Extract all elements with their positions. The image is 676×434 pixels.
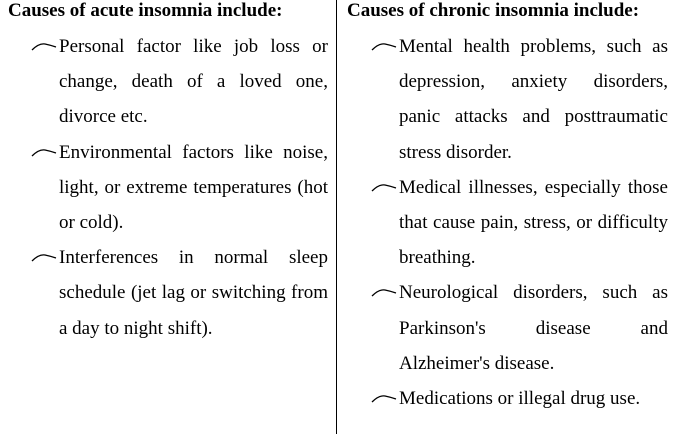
acute-insomnia-column [0, 0, 337, 434]
list-item [8, 29, 328, 135]
curved-dash-icon [371, 394, 397, 404]
list-item-text: Medical illnesses, especially those that cause pain, stress, or difficulty breathing. [399, 176, 668, 269]
list-item-text: Interferences in normal sleep schedule (jet lag or switching from a day to night shift). [59, 247, 328, 339]
list-item [8, 135, 328, 241]
list-item [347, 170, 668, 276]
curved-dash-icon [31, 148, 57, 158]
curved-dash-icon [371, 288, 397, 298]
chronic-insomnia-title: Causes of chronic insomnia include: [347, 0, 640, 21]
curved-dash-icon [31, 253, 57, 263]
list-item-text: Medications or illegal drug use. [399, 388, 641, 410]
list-item [347, 381, 668, 416]
list-item-text: Mental health problems, such as depression, anxiety disorders, panic attacks and posttraumatic stress disorder. [399, 36, 668, 163]
curved-dash-icon [371, 42, 397, 52]
chronic-causes-list [347, 29, 668, 416]
list-item-text: Personal factor like job loss or change, death of a loved one, divorce etc. [59, 36, 328, 128]
acute-causes-list [8, 29, 328, 346]
list-item [347, 275, 668, 381]
curved-dash-icon [31, 42, 57, 52]
acute-insomnia-title: Causes of acute insomnia include: [8, 0, 283, 21]
list-item [8, 240, 328, 346]
list-item [347, 29, 668, 170]
chronic-insomnia-column [338, 0, 676, 434]
curved-dash-icon [371, 183, 397, 193]
list-item-text: Environmental factors like noise, light, or extreme temperatures (hot or cold). [59, 141, 328, 234]
list-item-text: Neurological disorders, such as Parkinson's disease and Alzheimer's disease. [399, 282, 668, 374]
